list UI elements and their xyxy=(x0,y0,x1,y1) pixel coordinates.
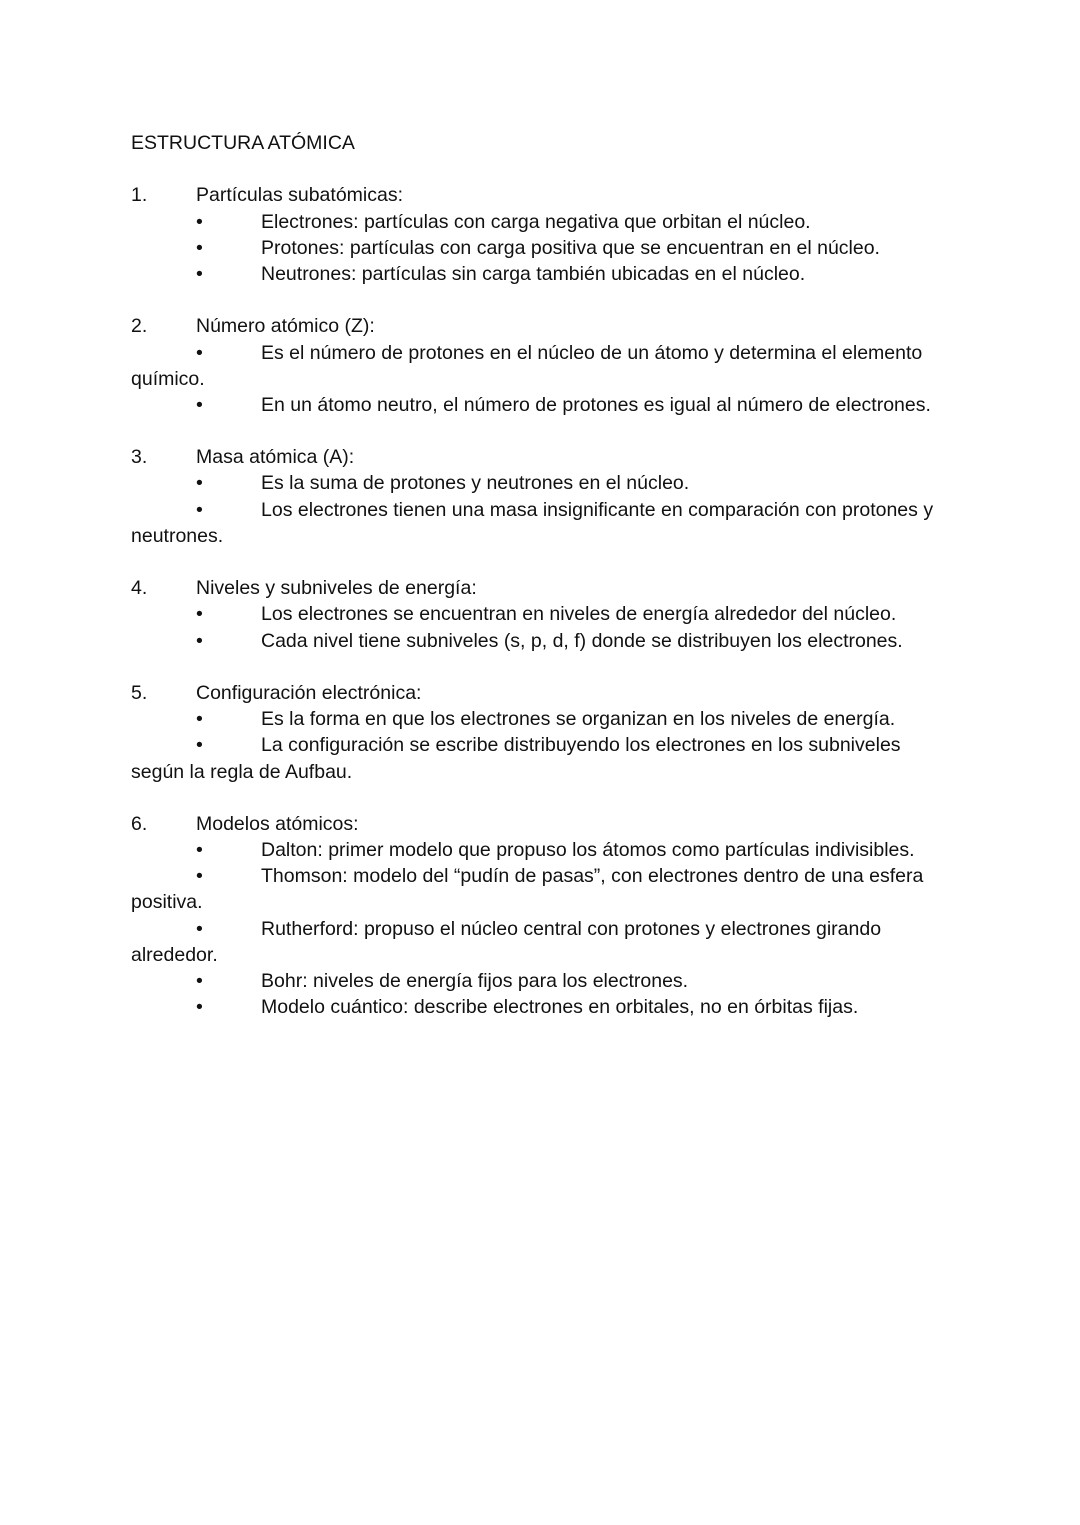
list-item xyxy=(131,261,961,287)
section-number: 6. xyxy=(131,812,148,835)
section-heading: Partículas subatómicas: xyxy=(196,184,404,207)
list-item-text: Modelo cuántico: describe electrones en orbitales, no en órbitas fijas. xyxy=(261,996,859,1019)
bullet-icon: • xyxy=(196,498,203,521)
bullet-icon: • xyxy=(196,734,203,757)
section-number: 5. xyxy=(131,681,148,704)
list-item xyxy=(131,863,961,889)
bullet-icon: • xyxy=(196,262,203,285)
section-heading-line xyxy=(131,575,961,601)
list-item-continuation-text: según la regla de Aufbau. xyxy=(131,760,353,783)
spacer xyxy=(131,287,961,313)
list-item-text: Es la suma de protones y neutrones en el núcleo. xyxy=(261,472,690,495)
spacer xyxy=(131,654,961,680)
section-heading: Modelos atómicos: xyxy=(196,812,359,835)
section-heading-line xyxy=(131,444,961,470)
list-item-text: Es la forma en que los electrones se organizan en los niveles de energía. xyxy=(261,708,896,731)
bullet-icon: • xyxy=(196,865,203,888)
list-item xyxy=(131,837,961,863)
bullet-icon: • xyxy=(196,839,203,862)
section-heading-line xyxy=(131,182,961,208)
list-item xyxy=(131,601,961,627)
list-item xyxy=(131,340,961,366)
list-item-text: Neutrones: partículas sin carga también ubicadas en el núcleo. xyxy=(261,262,806,285)
bullet-icon: • xyxy=(196,970,203,992)
bullet-icon: • xyxy=(196,917,203,940)
list-item xyxy=(131,706,961,732)
list-item-continuation-text: químico. xyxy=(131,367,205,390)
list-item xyxy=(131,916,961,942)
spacer xyxy=(131,156,961,182)
bullet-icon: • xyxy=(196,210,203,233)
spacer xyxy=(131,785,961,811)
section-number: 2. xyxy=(131,315,148,338)
section-heading: Masa atómica (A): xyxy=(196,446,355,469)
list-item-text: Dalton: primer modelo que propuso los átomos como partículas indivisibles. xyxy=(261,839,915,862)
section-heading-line xyxy=(131,680,961,706)
list-item-continuation-line xyxy=(131,366,961,392)
list-item-text: La configuración se escribe distribuyendo los electrones en los subniveles xyxy=(261,734,901,757)
bullet-icon: • xyxy=(196,472,203,495)
section-heading: Niveles y subniveles de energía: xyxy=(196,577,477,600)
list-item xyxy=(131,209,961,235)
list-item-continuation-text: neutrones. xyxy=(131,524,224,547)
bullet-icon: • xyxy=(196,341,203,364)
bullet-icon: • xyxy=(196,393,203,416)
section-number: 1. xyxy=(131,184,148,207)
list-item xyxy=(131,732,961,758)
list-item xyxy=(131,392,961,418)
list-item-text: Bohr: niveles de energía fijos para los electrones. xyxy=(261,970,689,992)
list-item-continuation-text: positiva. xyxy=(131,891,203,914)
bullet-icon: • xyxy=(196,603,203,626)
list-item-continuation-line xyxy=(131,759,961,785)
list-item xyxy=(131,628,961,654)
list-item xyxy=(131,235,961,261)
list-item xyxy=(131,994,961,1020)
list-item-text: Cada nivel tiene subniveles (s, p, d, f) donde se distribuyen los electrones. xyxy=(261,629,903,652)
document-page xyxy=(131,130,961,1020)
list-item xyxy=(131,470,961,496)
list-item-text: En un átomo neutro, el número de protones es igual al número de electrones. xyxy=(261,393,931,416)
list-item xyxy=(131,968,961,994)
list-item-text: Los electrones tienen una masa insignificante en comparación con protones y xyxy=(261,498,934,521)
section-heading: Configuración electrónica: xyxy=(196,681,422,704)
list-item-text: Thomson: modelo del “pudín de pasas”, con electrones dentro de una esfera xyxy=(261,865,924,888)
spacer xyxy=(131,418,961,444)
list-item-continuation-line xyxy=(131,523,961,549)
list-item-text: Es el número de protones en el núcleo de un átomo y determina el elemento xyxy=(261,341,923,364)
list-item-text: Rutherford: propuso el núcleo central con protones y electrones girando xyxy=(261,917,882,940)
list-item-continuation-text: alrededor. xyxy=(131,943,218,966)
section-heading: Número atómico (Z): xyxy=(196,315,375,338)
spacer xyxy=(131,549,961,575)
section-number: 3. xyxy=(131,446,148,469)
document-title-line xyxy=(131,130,961,156)
list-item-text: Electrones: partículas con carga negativa que orbitan el núcleo. xyxy=(261,210,811,233)
bullet-icon: • xyxy=(196,629,203,652)
list-item-text: Protones: partículas con carga positiva que se encuentran en el núcleo. xyxy=(261,236,880,259)
sections-container xyxy=(131,182,961,1020)
bullet-icon: • xyxy=(196,996,203,1019)
document-title: ESTRUCTURA ATÓMICA xyxy=(131,132,355,154)
list-item xyxy=(131,497,961,523)
list-item-text: Los electrones se encuentran en niveles de energía alrededor del núcleo. xyxy=(261,603,897,626)
list-item-continuation-line xyxy=(131,942,961,968)
section-number: 4. xyxy=(131,577,148,600)
bullet-icon: • xyxy=(196,236,203,259)
bullet-icon: • xyxy=(196,708,203,731)
section-heading-line xyxy=(131,811,961,837)
section-heading-line xyxy=(131,313,961,339)
list-item-continuation-line xyxy=(131,889,961,915)
